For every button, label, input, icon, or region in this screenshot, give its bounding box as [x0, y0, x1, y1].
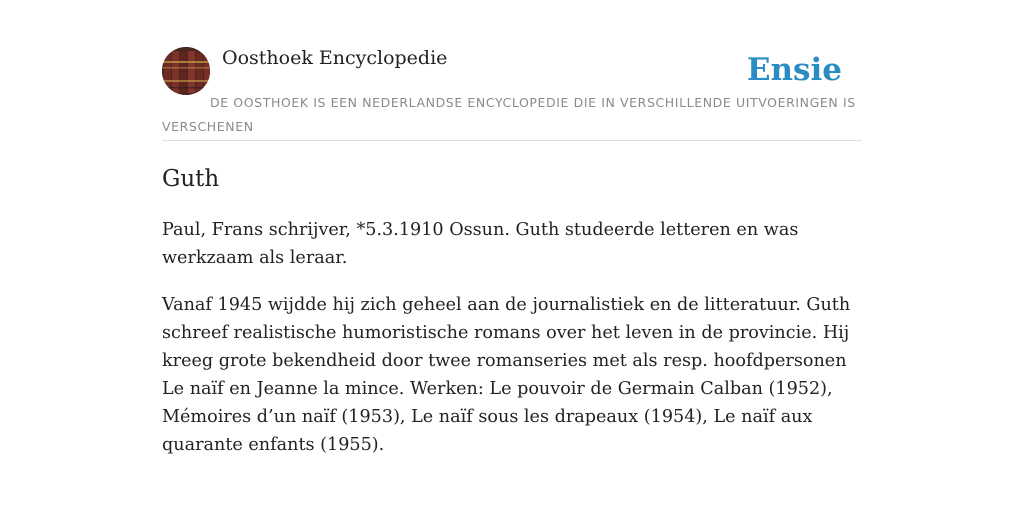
entry-content: [162, 216, 866, 478]
site-title[interactable]: Oosthoek Encyclopedie: [222, 47, 448, 69]
entry-paragraph: Vanaf 1945 wijdde hij zich geheel aan de journalistiek en de litteratuur. Guth schreef realistische humoristische romans over het leven in de provincie. Hij kreeg grote bekendheid door twee romanseries met als resp. hoofdpersonen Le naïf en Jeanne la mince. Werken: Le pouvoir de Germain Calban (1952), Mémoires d’un naïf (1953), Le naïf sous les drapeaux (1954), Le naïf aux quarante enfants (1955).: [162, 295, 851, 455]
site-tagline: DE OOSTHOEK IS EEN NEDERLANDSE ENCYCLOPEDIE DIE IN VERSCHILLENDE UITVOERINGEN IS VERSCHENEN: [162, 95, 856, 134]
entry-title: Guth: [162, 166, 220, 192]
brand-logo[interactable]: Ensie: [746, 52, 842, 88]
site-header: [162, 46, 862, 141]
book-spines-icon[interactable]: [162, 47, 210, 95]
entry-paragraph: Paul, Frans schrijver, *5.3.1910 Ossun. Guth studeerde letteren en was werkzaam als leraar.: [162, 220, 799, 268]
